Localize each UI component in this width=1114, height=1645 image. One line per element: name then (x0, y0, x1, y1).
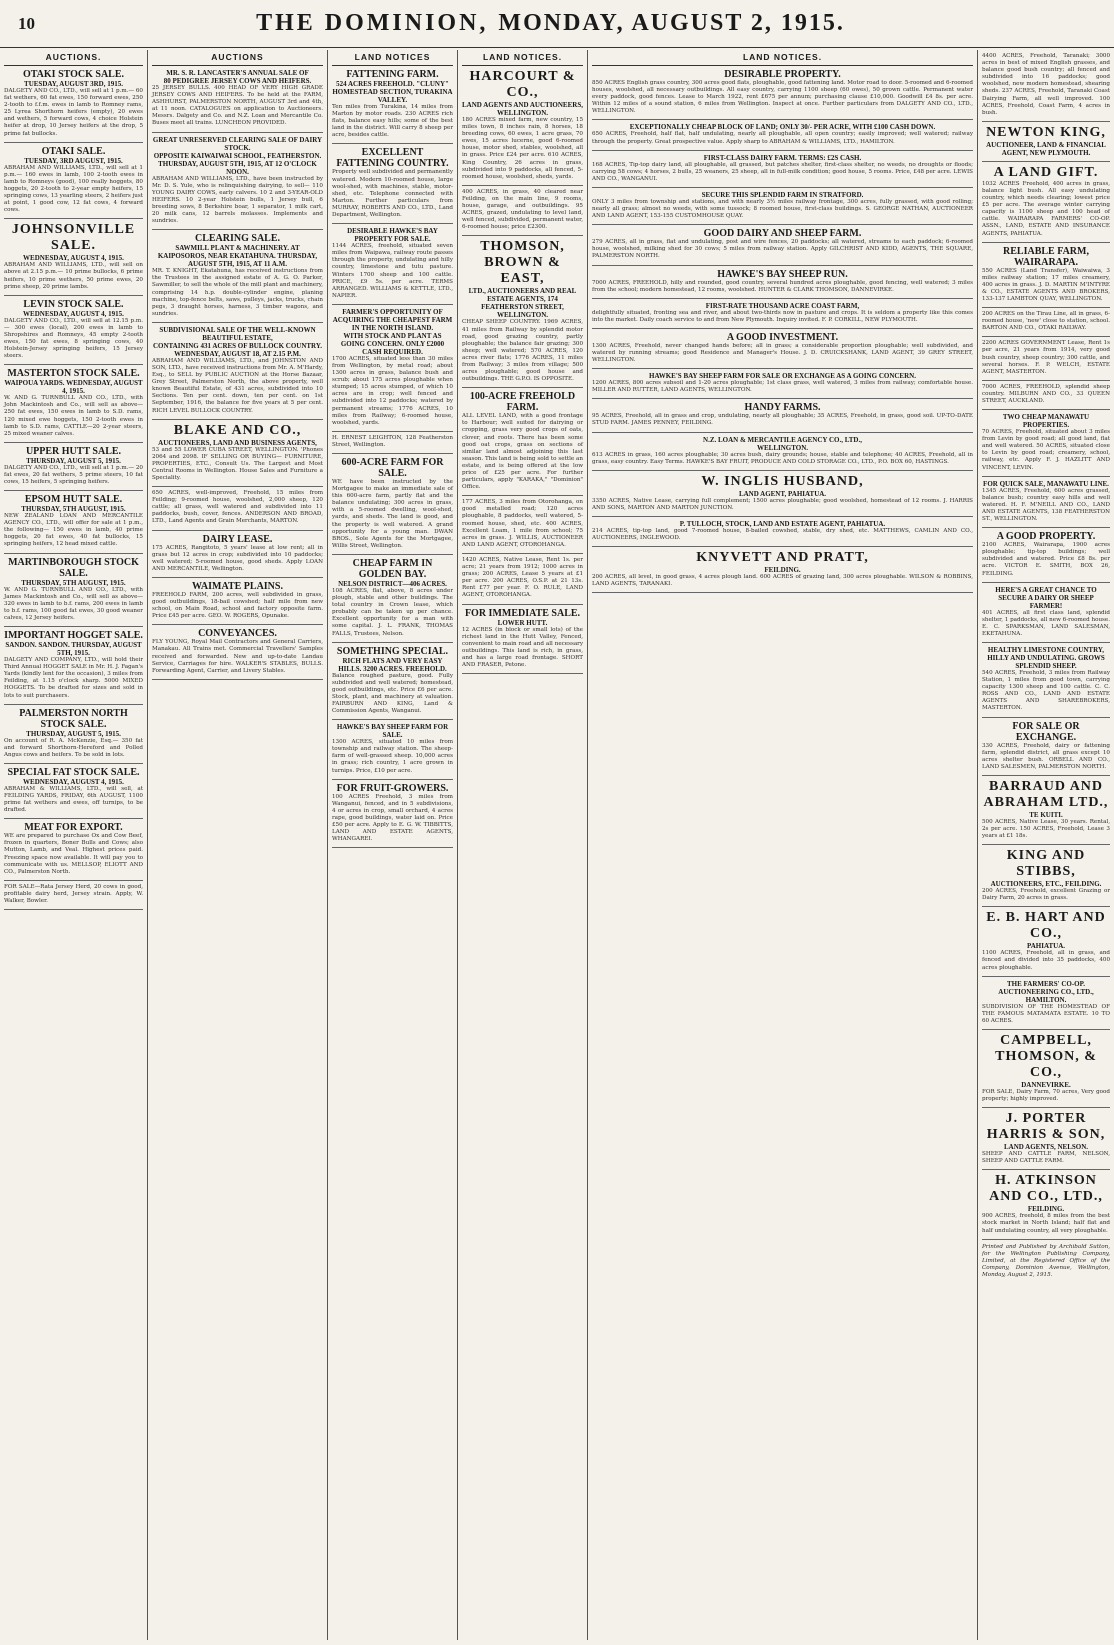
advertisement-subheading: AUCTIONEER, LAND & FINANCIAL AGENT, NEW PLYMOUTH. (986, 140, 1106, 157)
advertisement-subheading: WEDNESDAY, AUGUST 4, 1915. (23, 254, 124, 263)
advertisement-heading: 600-ACRE FARM FOR SALE. (341, 457, 444, 479)
advertisement (4, 66, 143, 143)
advertisement (332, 66, 453, 144)
advertisement-body: W. AND G. TURNBULL AND CO., LTD., with John Mackintosh and Co., will sell as above— 250 fat ewes, 150 ewes in lamb to S.D. rams, 120 mixed ewe hoggets, 150 2-tooth ewes in lamb to S.D. rams, CATTLE—20 2-year steers, 25 mixed weaner calves. (4, 395, 143, 437)
advertisement-body: ABRAHAM AND WILLIAMS, LTD., will sell on above at 2.15 p.m.— 10 prime bullocks, 6 prime heifers, 10 prime wethers, 50 prime ewes, 20 prime sheep, 20 prime lambs. (4, 262, 143, 290)
column-heading: AUCTIONS (152, 50, 323, 66)
advertisement-heading: P. TULLOCH, STOCK, LAND AND ESTATE AGENT, PAHIATUA. (679, 519, 886, 528)
advertisement-heading: EXCELLENT FATTENING COUNTRY. (336, 147, 449, 170)
advertisement-heading: SECURE THIS SPLENDID FARM IN STRATFORD. (701, 190, 864, 199)
column-4 (458, 50, 588, 1640)
advertisement-body: 168 ACRES, Tip-top dairy land, all ploughable, all grassed, but patches shelter, first-class shelter, no weeds, no droughts or floods; carrying 58 cows; 4 horses, 2 bulls, 25 weaners, 25 sheep, all in full-milk condition; good house, 5 rooms. Price, £48 per acre. LEWIS AND CO., WANGANUI. (592, 161, 973, 182)
advertisement-body: ABRAHAM AND WILLIAMS, LTD., and JOHNSTON AND SON, LTD., have received instructions from Mr. A. M'Hardy, Esq., to SELL by PUBLIC AUCTION at the Horse Bazaar, Grey Street, Palmerston North, the above property, well known Beautiful Estate, of 431 acres, subdivided into 10 Sections. Ten per cent. down, ten per cent. on 1st September, 1916, the balance for five years at 5 per cent. RICH LEVEL BULLOCK COUNTRY. (152, 357, 323, 414)
column-5 (588, 50, 978, 1640)
advertisement-heading: A LAND GIFT. (993, 164, 1099, 180)
advertisement-heading: FIRST-CLASS DAIRY FARM. TERMS: £2S CASH. (703, 153, 862, 162)
advertisement (982, 308, 1110, 337)
page-number: 10 (18, 13, 35, 33)
advertisement (462, 236, 583, 388)
advertisement-subheading: SAWMILL PLANT & MACHINERY. AT KAIPOSOROS, NEAR EKATAHUNA. THURSDAY, AUGUST 5TH, 1915, AT 11 A.M. (157, 244, 318, 269)
advertisement-heading: N.Z. LOAN & MERCANTILE AGENCY CO., LTD., (703, 435, 862, 444)
advertisement-heading: DESIRABLE HAWKE'S BAY PROPERTY FOR SALE. (347, 227, 438, 244)
advertisement-body: ABRAHAM & WILLIAMS, LTD., will sell, at FEILDING YARDS, FRIDAY, 6th AUGUST, 1100 prime fat wethers and ewes, off turnips, to be drafted. (4, 785, 143, 814)
advertisement-body: FOR SALE—Rata Jersey Herd, 20 cows in good, profitable dairy herd, Jersey strain. Apply, W. Walker, Bowler. (4, 883, 143, 904)
advertisement-body: 550 ACRES (Land Transfer), Waiwaiwa, 3 miles railway station; 17 miles creamery, 400 acres in grass. J. D. MARTIN M'INTYRE & CO., ESTATE AGENTS AND BROKERS, 133-137 LAMBTON QUAY, WELLINGTON. (982, 267, 1110, 302)
advertisement-subheading: FEILDING. (764, 566, 801, 575)
advertisement-heading: HANDY FARMS. (744, 402, 821, 414)
advertisement-body: 1700 ACRES, situated less than 30 miles from Wellington, by metal road; about 1300 acres in grass, balance bush and scrub; about 175 acres ploughable when stumped; 15 acres stumped, of which 10 acres are in crop; well fenced and subdivided into 12 paddocks; watered by permanent streams; 1776 ACRES, 10 miles from Railway; 6-roomed house, woolshed, yards. (332, 355, 453, 426)
advertisement-body: On account of R. A. McKenzie, Esq.— 350 fat and forward Shorthorn-Hereford and Polled Angus cows and heifers. To be sold in lots. (4, 737, 143, 758)
advertisement-body: 1200 ACRES, 800 acres subsoil and 1-20 acres ploughable; 1st class grass, well watered, 3 miles from railway; comfortable house. MILLER AND RUTTER, LAND AGENTS, WELLINGTON. (592, 380, 973, 394)
advertisement-heading: FIRST-RATE THOUSAND ACRE COAST FARM, (705, 301, 860, 310)
advertisement-heading: MEAT FOR EXPORT. (24, 822, 123, 834)
advertisement (332, 305, 453, 432)
advertisement-heading: RELIABLE FARM, WAIRARAPA. (1003, 245, 1089, 268)
advertisement-heading: MASTERTON STOCK SALE. (7, 368, 140, 380)
newspaper-title: THE DOMINION, (256, 10, 489, 36)
advertisement-body: 7000 ACRES, FREEHOLD, splendid sheep country. MILBURN AND CO., 33 QUEEN STREET, AUCKLAND. (982, 383, 1110, 404)
advertisement-body: MR. T. KNIGHT, Ekatahuna, has received instructions from the Trustees in the assigned estate of A. G. O. Parker, Sawmiller, to sell the whole of the mill plant and machinery, comprising 14 h.p. double-cylinder engine, planing machine, top-fence belts, saws, pulleys, jacks, trucks, chain pegs, 3 draught horses, harness, 3 timber wagons, and sundries. (152, 268, 323, 317)
column-6 (978, 50, 1114, 1640)
advertisement (592, 151, 973, 188)
advertisement-body: SHEEP AND CATTLE FARM, NELSON, SHEEP AND CATTLE FARM. (982, 1151, 1110, 1165)
column-2 (148, 50, 328, 1640)
advertisement (152, 133, 323, 231)
column-1 (0, 50, 148, 1640)
advertisement (332, 555, 453, 643)
advertisement-subheading: THURSDAY, 5TH AUGUST, 1915. (21, 578, 126, 587)
advertisement-body: ABRAHAM AND WILLIAMS, LTD., will sell at 1 p.m.— 160 ewes in lamb, 100 2-tooth ewes in lamb to Romneys (good), 100 really hoggets, 80 hoggets, 20 2-tooth to 2-year empty heifers, 15 springing cows, 13 yearling steers, 2 heifers just at point, 1 good cow, 12 fat cows, 4 forward cows. (4, 164, 143, 214)
advertisement-body: DALGETY AND CO., LTD., will sell at 12.15 p.m.— 300 ewes (local), 200 ewes in lamb to Shropshires and Romneys, 45 empty 2-tooth ewes, 150 fat ewes, 8 springing cows, 40 Holstein-Jersey springing heifers, 15 Jersey steers. (4, 317, 143, 360)
advertisement (4, 627, 143, 705)
advertisement-body: 279 ACRES, all in grass, flat and undulating, post and wire fences, 20 paddocks; all watered, streams to each paddock; 6-roomed house, woolshed, milking shed for 30 cows; 5 miles from railway station. Apply GILCHRIST AND KIDD, AGENTS, THE SQUARE, PALMERSTON NORTH. (592, 239, 973, 260)
advertisement-subheading: PAHIATUA. (1026, 942, 1066, 951)
advertisement (152, 420, 323, 487)
advertisement-subheading: 80 PEDIGREE JERSEY COWS AND HEIFERS. (163, 77, 312, 85)
advertisement-subheading: OPPOSITE KAIWAIWAI SCHOOL, FEATHERSTON. THURSDAY, AUGUST 5TH, 1915, AT 12 O'CLOCK NOON. (153, 151, 322, 176)
advertisement-subheading: HAMILTON. (1025, 995, 1067, 1004)
advertisement-body: 3350 ACRES, Native Lease, carrying full complement; 1500 acres ploughable; good woolshed, homestead of 12 rooms. J. HARRIS AND SONS, MARTON AND MARTON JUNCTION. (592, 497, 973, 511)
advertisement-body: 7000 ACRES, FREEHOLD, hilly and rounded, good country, several hundred acres ploughable, good fencing, well watered; 3 miles from the school; modern homestead, 12 rooms, woolshed. HUNTER & CLARK THOMSON, DANNEVIRKE. (592, 279, 973, 293)
advertisement-heading: GOOD DAIRY AND SHEEP FARM. (703, 228, 862, 240)
advertisement-subheading: WEDNESDAY, AUGUST 4, 1915. (23, 309, 124, 318)
advertisement-heading: OTAKI STOCK SALE. (22, 69, 125, 80)
advertisement (152, 230, 323, 323)
advertisement (462, 186, 583, 237)
advertisement-heading: E. B. HART AND CO., (986, 910, 1106, 942)
advertisement-heading: EPSOM HUTT SALE. (24, 494, 123, 506)
advertisement-heading: BARRAUD AND ABRAHAM LTD., (983, 778, 1109, 810)
advertisement (332, 780, 453, 849)
advertisement (982, 50, 1110, 122)
advertisement-heading: OTAKI SALE. (41, 145, 106, 157)
advertisement-body: CHEAP SHEEP COUNTRY. 1969 ACRES, 41 miles from Railway by splendid motor road, good grazing country, partly ploughable; the balance fair grazing; 300 sheep; well watered; 570 ACRES, 120 acres river flats; 1776 ACRES, 11 miles from Railway; 3 miles from village; 500 acres ploughable; good house and outbuildings. THE G.P.O. IS OPPOSITE. (462, 319, 583, 383)
advertisement (982, 381, 1110, 410)
advertisement (332, 720, 453, 779)
advertisement-body: WE are prepared to purchase Ox and Cow Beef, frozen in quarters, Boner Bulls and Cows; also Mutton, Lamb, and Veal. Highest prices paid. Freezing space now available. It will pay you to communicate with us. MELLSOP, ELIOTT AND CO., Palmerston North. (4, 833, 143, 875)
advertisement (982, 776, 1110, 845)
advertisement (152, 578, 323, 625)
masthead (0, 0, 1114, 48)
advertisement (982, 337, 1110, 380)
advertisement (4, 365, 143, 443)
advertisement (462, 388, 583, 496)
advertisement-body: 70 ACRES, Freehold, situated about 3 miles from Levin by good road; all good land, flat and well watered. 50 ACRES, situated close to Levin by good road; creamery, school, railway, etc. Apply F. J. HAZLITT AND VINCENT, LEVIN. (982, 429, 1110, 471)
advertisement (332, 432, 453, 454)
advertisement (982, 410, 1110, 477)
advertisement (462, 605, 583, 675)
advertisement-heading: H. ATKINSON AND CO., LTD., (989, 1173, 1103, 1205)
advertisement-heading: FOR QUICK SALE, MANAWATU LINE. (983, 479, 1109, 488)
advertisement (332, 643, 453, 721)
advertisement-body: 1300 ACRES, situated 10 miles from township and railway station. The sheep-farm of well-grassed sheep. 10,000 acres in grass; rich country, 1 acre grown in turnips. Price, £10 per acre. (332, 739, 453, 774)
advertisement (982, 1030, 1110, 1108)
advertisement-heading: THE FARMERS' CO-OP. AUCTIONEERING CO., LTD., (998, 979, 1094, 996)
advertisement-body: 330 ACRES, Freehold, dairy or fattening farm, splendid district, all grass except 10 acres shelter bush. ORBELL AND CO., LAND SALESMEN, PALMERSTON NORTH. (982, 742, 1110, 770)
advertisement-body: Balance roughed pasture, good. Fully subdivided and well watered; homestead, good outbuildings, etc. Price £6 per acre. Stock, plant, and machinery at valuation. FAIRBURN AND KING, Land & Commission Agents, Wanganui. (332, 672, 453, 715)
advertisement-body: H. ERNEST LEIGHTON, 128 Featherston Street, Wellington. (332, 434, 453, 448)
advertisement-subheading: WELLINGTON. (756, 443, 809, 452)
advertisement-body: 650 ACRES, Freehold, half flat, half undulating, nearly all ploughable, all open country; easily improved; well watered; railway through the property. Great prospective value. Apply sharp to ABRAHAM & WILLIAMS, LTD., HAMILTON. (592, 131, 973, 145)
advertisement (4, 764, 143, 819)
advertisement-body: 200 ACRES, all level, in good grass, 4 acres plough land. 600 ACRES of grazing land, 300 acres ploughable. WILSON & ROBBINS, LAND AGENTS, TARANAKI. (592, 574, 973, 588)
advertisement-subheading: AUCTIONEERS, LAND AND BUSINESS AGENTS, (158, 438, 317, 447)
advertisement-heading: DESIRABLE PROPERTY. (724, 69, 841, 80)
advertisement (982, 528, 1110, 582)
advertisement-body: Ten miles from Turakina, 14 miles from Marton by motor roads. 230 ACRES rich flats, balance easy hills; some of the best land in the district. Will carry 8 sheep per acre, besides cattle. (332, 104, 453, 139)
advertisement-heading: CHEAP FARM IN GOLDEN BAY. (352, 557, 433, 580)
advertisement-heading: CAMPBELL, THOMSON, & CO., (995, 1032, 1097, 1080)
column-3 (328, 50, 458, 1640)
columns (0, 50, 1114, 1640)
advertisement-body: ALL LEVEL LAND, with a good frontage to Harbour; well suited for dairying or cropping, grass very good crops of oats, clover, and roots. There has been some good oat crops, grass on sections of similar land almost adjoining this last season. This land is being sold to settle an estate, and is being offered at the low price of £25 per acre. For further particulars, apply "KARAKA," "Dominion" Office. (462, 413, 583, 491)
advertisement-subheading: FEILDING. (1027, 1205, 1065, 1214)
advertisement-heading: HAWKE'S BAY SHEEP FARM FOR SALE OR EXCHANGE AS A GOING CONCERN. (649, 372, 916, 381)
advertisement-subheading: WITH STOCK AND PLANT AS GOING CONCERN. ONLY £2000 CASH REQUIRED. (340, 331, 445, 356)
advertisement (152, 323, 323, 420)
advertisement-body: 2100 ACRES, Wairarapa, 1900 acres ploughable; tip-top buildings; well subdivided and watered. Price £8 8s. per acre. VICTOR E. SMITH, BOX 26, FEILDING. (982, 542, 1110, 577)
column-heading: LAND NOTICES. (592, 50, 973, 66)
advertisement (592, 329, 973, 369)
advertisement-heading: SUBDIVISIONAL SALE OF THE WELL-KNOWN BEAUTIFUL ESTATE, (159, 325, 316, 342)
advertisement (982, 1170, 1110, 1239)
advertisement (332, 454, 453, 555)
advertisement-heading: NEWTON KING, (986, 124, 1106, 140)
advertisement-heading: JOHNSONVILLE SALE. (11, 222, 136, 254)
advertisement-heading: A GOOD PROPERTY. (996, 531, 1096, 543)
advertisement-heading: WAIMATE PLAINS. (192, 580, 283, 592)
advertisement-heading: W. INGLIS HUSBAND, (701, 473, 864, 489)
advertisement-body: ONLY 3 miles from township and stations, and with nearly 3½ miles railway frontage, 300 acres, fully grassed, with good rolling; nearly all grass; almost no weeds, with some tussock; 8 roomed house, first-class buildings. S. GEORGE NATHAN, AUCTIONEER AND LAND AGENT, 153-155 CUSTOMHOUSE QUAY. (592, 198, 973, 220)
advertisement-heading: FOR SALE OR EXCHANGE. (1012, 720, 1080, 743)
advertisement-subheading: LAND AGENT, PAHIATUA. (738, 489, 827, 498)
advertisement-body: 25 JERSEY BULLS. 400 HEAD OF VERY HIGH GRADE JERSEY COWS AND HEIFERS. To be held at the FARM, ASHHURST, PALMERSTON NORTH, AUGUST 3rd and 4th, at 11 noon. CATALOGUES on application to Auctioneers. Messrs. Dalgety and Co. and N.Z. Loan and Mercantile Co. Buses meet all trains. LUNCHEON PROVIDED. (152, 85, 323, 127)
advertisement-body: FREEHOLD FARM, 200 acres, well subdivided in grass, good outbuildings, 18-bail cowshed; half mile from new school, on Main Road, school and factory opposite farm. Price £45 per acre. GEO. W. ROGERS, Opunake. (152, 591, 323, 620)
advertisement-heading: IMPORTANT HOGGET SALE. (4, 630, 143, 642)
advertisement-subheading: WAIPOUA YARDS. WEDNESDAY, AUGUST 4, 1915. (4, 379, 143, 396)
advertisement-body: Property well subdivided and permanently watered. Modern 10-roomed house, large wool-shed, with machines, stable, motor-shed, etc. Telephone connected with Marton. Further particulars from MURRAY, ROBERTS AND CO., LTD., Land Department, Wellington. (332, 169, 453, 219)
imprint-footer: Printed and Published by Archibald Sutton, for the Wellington Publishing Company, Limited, at the Registered Office of the Company, Dominion Avenue, Wellington, Monday, August 2, 1915. (982, 1243, 1110, 1278)
advertisement-body: 12 ACRES (in block or small lots) of the richest land in the Hutt Valley, Fenced, convenient to main road and all necessary outbuildings. This land is rich, in grass, and has a large road frontage. SHORT AND FRASER, Petone. (462, 626, 583, 668)
column-heading: LAND NOTICES. (462, 50, 583, 66)
advertisement (462, 496, 583, 554)
advertisement-body: 100 ACRES Freehold, 3 miles from Wanganui, fenced, and in 5 subdivisions, 4 or acres in crop, small orchard, 4 acres rape, good buildings, water laid on. Price £50 per acre. Apply to E. G. W. TIBBITTS, LAND AND ESTATE AGENTS, WHANGAREI. (332, 793, 453, 843)
advertisement (592, 188, 973, 225)
advertisement-body: 540 ACRES, Freehold, 3 miles from Railway Station, 1 miles from good town, carrying capacity 1300 sheep and 100 cattle. C. C. ROSS AND CO., LAND AND ESTATE AGENTS AND SHAREBROKERS, MASTERTON. (982, 669, 1110, 712)
advertisement-body: DALGETY AND COMPANY, LTD., will hold their Third Annual HOGGET SALE in Mr. H. J. Fagan's Yards (kindly lent for the occasion), 3 miles from Feilding, at 1.15 o'clock sharp. 5000 MIXED HOGGETS. To be drafted for sizes and sold in lots to suit purchasers. (4, 657, 143, 699)
advertisement-body: 95 ACRES, Freehold, all in grass and crop, undulating, nearly all ploughable; 35 ACRES, Freehold, in grass, good soil. UP-TO-DATE STUD FARM. JAMES PENNEY, FEILDING. (592, 413, 973, 427)
advertisement (332, 224, 453, 305)
advertisement-heading: TWO CHEAP MANAWATU PROPERTIES. (1002, 413, 1090, 430)
advertisement (4, 819, 143, 881)
advertisement (982, 122, 1110, 162)
advertisement-body: WE have been instructed by the Mortgagee to make an immediate sale of this 600-acre farm, partly flat and the balance undulating; 300 acres in grass, with a 5-roomed dwelling, wool-shed, yards, and sheds. The land is good, and the property is well watered. A grand opportunity for a young man. DWAN BROS., Sole Agents for the Mortgagee, Willis Street, Wellington. (332, 479, 453, 549)
advertisement (592, 66, 973, 120)
advertisement (592, 547, 973, 593)
advertisement-heading: HEALTHY LIMESTONE COUNTRY, HILLY AND UNDULATING. GROWS SPLENDID SHEEP. (987, 645, 1105, 670)
advertisement-subheading: TUESDAY, AUGUST 3RD, 1915. (24, 80, 123, 88)
advertisement (152, 487, 323, 530)
advertisement-heading: HAWKE'S BAY SHEEP RUN. (717, 268, 848, 280)
advertisement-heading: EXCEPTIONALLY CHEAP BLOCK OF LAND; ONLY 30/- PER ACRE, WITH £100 CASH DOWN. (629, 123, 936, 132)
advertisement-heading: 100-ACRE FREEHOLD FARM. (469, 391, 576, 414)
advertisement-heading: SOMETHING SPECIAL. (336, 645, 449, 657)
advertisement-subheading: RICH FLATS AND VERY EASY HILLS. 3200 ACRES. FREEHOLD. (338, 656, 447, 673)
advertisement-body: 1100 ACRES, Freehold, all in grass, and fenced and divided into 35 paddocks, 400 acres ploughable. (982, 950, 1110, 971)
advertisement-subheading: DANNEVIRKE. (1021, 1080, 1071, 1089)
advertisement-heading: BLAKE AND CO., (173, 422, 302, 438)
advertisement (4, 296, 143, 366)
advertisement (592, 120, 973, 150)
advertisement-body: 613 ACRES in grass, 160 acres ploughable; 30 acres bush, dairy grounds; house, stable and telephone; 40 ACRES, Freehold, all in grass, easy country. Easy Terms. HAWKE'S BAY FRUIT, PRODUCE AND COLD STORAGE CO., LTD., P.O. BOX 60, HASTINGS. (592, 451, 973, 465)
advertisement-body: FOR SALE, Dairy Farm, 70 acres, Very good property; highly improved. (982, 1088, 1110, 1103)
advertisement-heading: FOR IMMEDIATE SALE. (464, 607, 581, 619)
advertisement (592, 299, 973, 329)
advertisement-heading: KING AND STIBBS, (1006, 848, 1086, 880)
advertisement (152, 66, 323, 133)
advertisement-body: 214 ACRES, tip-top land, good 7-roomed house, 8-bailed cowshed, stable, dry shed, etc. MATTHEWS, CAMLIN AND CO., AUCTIONEERS, INGLEWOOD. (592, 527, 973, 541)
advertisement-heading: DAIRY LEASE. (202, 533, 273, 545)
advertisement-body: DALGETY AND CO., LTD., will sell at 1 p.m.— 20 fat ewes, 20 fat wethers, 5 prime steers, 10 fat cows, 15 heifers, 5 springing heifers. (4, 464, 143, 485)
advertisement-subheading: THURSDAY, 5TH AUGUST, 1915. (21, 505, 126, 514)
advertisement-subheading: LOWER HUTT. (497, 618, 548, 627)
advertisement (982, 643, 1110, 718)
advertisement-subheading: WEDNESDAY, AUGUST 4, 1915. (23, 777, 124, 786)
advertisement-body: 177 ACRES, 3 miles from Otorohanga, on good metalled road; 120 acres ploughable, 8 paddocks, well watered, 5-roomed house, shed, etc. 400 ACRES, Excellent Loam, 1 mile from school; 75 acres in grass. J. WILLIS, AUCTIONEER AND LAND AGENT, OTOROHANGA. (462, 499, 583, 548)
advertisement-body: delightfully situated, fronting sea and river, and about two-thirds now in pasture and crops. It is seldom a property like this comes into the market. Daily coach service to and from New Plymouth. Inquiry invited. F. P. CORKILL, NEW PLYMOUTH. (592, 309, 973, 323)
advertisement-heading: HAWKE'S BAY SHEEP FARM FOR SALE. (336, 723, 449, 740)
advertisement-body: FLY YOUNG, Royal Mail Contractors and General Carriers, Manakau. All Trains met. Commercial Travellers' Samples received and forwarded. New and up-to-date Landau Service, Carriages for hire. WALKER'S STABLES, BULLS. Forwarding Agent, Carrier, and Livery Stables. (152, 639, 323, 674)
advertisement-heading: THOMSON, BROWN & EAST, (480, 239, 565, 287)
advertisement-subheading: TE KUITI. (1029, 810, 1063, 819)
advertisement-heading: SPECIAL FAT STOCK SALE. (7, 766, 140, 778)
advertisement-body: DALGETY AND CO., LTD., will sell at 1 p.m.— 60 fat wethers, 60 fat ewes, 150 forward ewes, 250 2-tooth to f.f.m. ewes in lamb to Romney rams, 25 Lyrea Shorthorn heifers (empty), 20 ewes and wethers, 5 forward cows, 4 choice Holstein heifer at drop, 10 Jersey heifers at the drop, 5 prime fat bullocks. (4, 88, 143, 137)
advertisement-subheading: LTD., AUCTIONEERS AND REAL ESTATE AGENTS, 174 FEATHERSTON STREET, WELLINGTON. (468, 287, 577, 320)
advertisement-heading: PALMERSTON NORTH STOCK SALE. (19, 707, 128, 730)
advertisement-body: NEW ZEALAND LOAN AND MERCANTILE AGENCY CO., LTD., will offer for sale at 1 p.m., the following— 150 ewes in lamb, 40 prime hoggets, 20 fat ewes, 40 fat bullocks, 15 springing heifers, 12 head mixed cattle. (4, 513, 143, 548)
advertisement-body: 1032 ACRES Freehold, 400 acres in grass, balance light bush. All easy undulating country, which needs clearing; lowest price £5 per acre. The average winter carrying capacity is 1100 sheep and 100 head of cattle. WAIRARAPA FARMERS' CO-OP. ASSN., LAND, ESTATE AND INSURANCE AGENTS, PAHIATUA. (982, 180, 1110, 237)
advertisement-heading: CLEARING SALE. (194, 233, 281, 245)
advertisement (462, 66, 583, 186)
advertisement (152, 531, 323, 578)
issue-date: MONDAY, AUGUST 2, 1915. (498, 10, 845, 36)
advertisement-subheading: LAND AGENTS AND AUCTIONEERS, WELLINGTON. (462, 101, 583, 117)
column-heading: AUCTIONS. (4, 50, 143, 66)
advertisement (982, 977, 1110, 1030)
advertisement (982, 162, 1110, 243)
advertisement (592, 399, 973, 432)
advertisement-heading: J. PORTER HARRIS & SON, (986, 1111, 1106, 1143)
advertisement (592, 433, 973, 471)
advertisement-subheading: LAND AGENTS, NELSON. (1003, 1143, 1089, 1152)
advertisement-body: 200 ACRES, Freehold, excellent Grazing or Dairy Farm, 20 acres in grass. (982, 888, 1110, 902)
advertisement (982, 1108, 1110, 1170)
advertisement-body: 1345 ACRES, Freehold, 600 acres grassed, balance bush; country easy hills and well watered. H. F. M'NEILL AND CO., LAND AND ESTATE AGENTS, 138 FEATHERSTON ST., WELLINGTON. (982, 487, 1110, 523)
advertisement-body: 108 ACRES, flat, above, 8 acres under plough, stable and other buildings. The total country in Crown lease, which probably can be taken up per chance. Excellent opportunity for a man with some capital. J. L. FRANK, THOMAS FALLS, Trustees, Nelson. (332, 587, 453, 637)
advertisement-body: 650 ACRES, well-improved, Freehold, 15 miles from Feilding; 9-roomed house, woolshed, 2,000 sheep, 120 cattle; all grass, well watered and subdivided into 11 paddocks, bush, cover, fences. ANDERSON AND BROAD, LTD., Land Agents and Grain Merchants, MARTON. (152, 490, 323, 525)
advertisement-heading: HERE'S A GREAT CHANCE TO SECURE A DAIRY OR SHEEP FARMER! (995, 585, 1097, 610)
advertisement-subheading: SANDON. SANDON. THURSDAY, AUGUST 5TH, 1915. (5, 641, 142, 658)
advertisement (982, 845, 1110, 907)
advertisement-body: 1300 ACRES, Freehold, never changed hands before; all in grass; a considerable proportion ploughable; well subdivided, and watered by running streams; good Residence and Manager's House. J. D. CRUICKSHANK, LAND AGENT, 39 GREY STREET, WELLINGTON. (592, 342, 973, 364)
advertisement (4, 491, 143, 553)
advertisement-body: 1144 ACRES, freehold, situated seven miles from Waipawa, railway route passes through the property, undulating and hilly country, limestone and tutu pasture. Winters 1700 sheep and 100 cattle. PRICE, £9 5s. per acre. TERMS ARRANGED. WILLIAMS & KETTLE, LTD., NAPIER. (332, 243, 453, 299)
advertisement-subheading: CONTAINING 431 ACRES OF BULLOCK COUNTRY. WEDNESDAY, AUGUST 18, AT 2.15 P.M. (152, 341, 323, 358)
advertisement (4, 554, 143, 627)
advertisement-heading: UPPER HUTT SALE. (25, 445, 122, 457)
advertisement-subheading: TUESDAY, 3RD AUGUST, 1915. (24, 156, 123, 165)
advertisement-body: 850 ACRES English grass country, 300 acres good flats, ploughable, good fattening land. Motor road to door. 5-roomed and 6-roomed houses, woolshed, all necessary outbuildings. All easy country, carrying 1100 sheep (60 owes), 50 grown cattle. Permanent water every paddock, good fences. Lease to March 1922, rent £675 per annum; purchasing clause £10,000. Goodwill £4 8s. per acre. Within 12 miles of a sound station, 6 miles from Wellington. Inspect at once. Further particulars from DALGETY AND CO., LTD., WELLINGTON. (592, 80, 973, 115)
advertisement-subheading: THURSDAY, AUGUST 5, 1915. (26, 456, 121, 465)
advertisement-heading: A GOOD INVESTMENT. (726, 331, 839, 343)
advertisement (982, 907, 1110, 976)
advertisement (592, 369, 973, 399)
advertisement-heading: GREAT UNRESERVED CLEARING SALE OF DAIRY STOCK. (152, 135, 323, 152)
advertisement-body: 2200 ACRES GOVERNMENT Lease, Rent 1s per acre, 21 years from 1914, very good bush country, sheep country; 300 cattle, and several horses. F. P. WELCH, ESTATE AGENT, MASTERTON. (982, 340, 1110, 375)
advertisement-body: 180 ACRES mixed farm, new country, 15 miles town, 8 inches rain, 8 horses, 18 breeding cows, 60 ewes, 1 acre grass, 70 ewes, 15 acres lucerne, good 6-roomed house, motor shed, stables, woolshed, all in grass. Price £24 per acre. 610 ACRES, King Country, 26 acres in grass, subdivided into 9 paddocks, all fenced, 5-roomed house, woolshed, sheds, yards. (462, 117, 583, 180)
advertisement-heading: MARTINBOROUGH STOCK SALE. (8, 556, 139, 579)
advertisement-heading: MR. S. R. LANCASTER'S ANNUAL SALE OF (166, 69, 309, 77)
advertisement (4, 143, 143, 220)
advertisement-heading: HARCOURT & CO., (469, 69, 576, 100)
advertisement-body: 1420 ACRES, Native Lease, Rent 1s. per acre; 21 years from 1912; 1000 acres in grass; 200 ACRES, Lease 5 years at £1 per acre. 200 ACRES, O.S.P. at 21 13s. Rent £77 per year. F. O. RULE, LAND AGENT, OTOROHANGA. (462, 556, 583, 599)
advertisement-body: 400 ACRES, in grass, 40 cleared near Feilding, on the main line, 9 rooms, house, garage, and outbuildings. 95 ACRES, grazed, undulating to level land, well fenced, subdivided, permanent water, 6-roomed house; price £2300. (462, 188, 583, 231)
advertisement-body: 4400 ACRES, Freehold, Taranaki; 3000 acres in best of mixed English grasses, and balance good bush country; all fenced and subdivided into 16 paddocks; good woolshed, new modern homestead, shearing sheds. 237 ACRES, Freehold, Taranaki Coast Dairying Farm, all well improved. 100 ACRES, Freehold, Coast Farm, 4 acres in bush. (982, 53, 1110, 116)
masthead-title-group (256, 10, 845, 37)
advertisement (982, 718, 1110, 776)
advertisement (4, 443, 143, 491)
advertisement (982, 243, 1110, 308)
advertisement (4, 881, 143, 910)
advertisement-body: 900 ACRES, freehold, 8 miles from the best stock market in North Island; half flat and half undulating country, all very ploughable. (982, 1213, 1110, 1234)
advertisement-heading: FARMER'S OPPORTUNITY OF ACQUIRING THE CHEAPEST FARM IN THE NORTH ISLAND. (332, 307, 453, 332)
advertisement (4, 705, 143, 764)
advertisement-body: 401 ACRES, all first class land, splendid shelter, 1 paddocks, all new 6-roomed house. E. C. SPARKSMAN, LAND SALESMAN, EKETAHUNA. (982, 609, 1111, 637)
advertisement (332, 144, 453, 224)
advertisement-body: SUBDIVISION OF THE HOMESTEAD OF THE FAMOUS MATAMATA ESTATE. 10 TO 60 ACRES. (982, 1003, 1110, 1024)
advertisement-subheading: 524 ACRES FREEHOLD. "CLUNY" HOMESTEAD SECTION, TURAKINA VALLEY. (332, 80, 453, 104)
advertisement-body: 200 ACRES on the Tirau Line, all in grass, 6-roomed house, 'new' close to station, school. BARTON AND CO., OTAKI RAILWAY. (982, 311, 1110, 332)
advertisement (462, 554, 583, 605)
advertisement-body: W. AND G. TURNBULL AND CO., LTD., with James Mackintosh and Co., will sell as above— 320 ewes in lamb to b.f. rams, 200 ewes in lamb to b.f. rams, 100 good fat ewes, 30 good weaner calves, 12 Jersey heifers. (4, 586, 143, 621)
advertisement (592, 225, 973, 265)
advertisement (982, 583, 1110, 643)
advertisement-subheading: NELSON DISTRICT—406 ACRES. (338, 579, 447, 588)
advertisement-heading: FOR FRUIT-GROWERS. (336, 782, 449, 794)
advertisement-subheading: AUCTIONEERS, ETC., FEILDING. (990, 880, 1102, 889)
advertisement-heading: CONVEYANCES. (198, 628, 277, 640)
advertisement-body: ABRAHAM AND WILLIAMS, LTD., have been instructed by Mr. D. S. Yule, who is relinquishing dairying, to sell— 110 YOUNG DAIRY COWS, early calvers. 10 2 and 3-YEAR-OLD HEIFERS. 10 2-year Holstein bulls, 1 Jersey bull, 6 breeding sows, 8 Berkshire boar, 1 separator, 1 milk cart, 20 milk cans, 12 barrels molasses. Implements and sundries. (152, 175, 323, 225)
advertisement (592, 266, 973, 299)
advertisement (982, 477, 1110, 528)
advertisement (152, 625, 323, 679)
advertisement (4, 219, 143, 295)
advertisement-heading: FATTENING FARM. (346, 69, 439, 80)
advertisement-body: 500 ACRES, Native Lease, 30 years. Rental, 2s per acre. 150 ACRES, Freehold, Lease 3 years at £1 18s. (982, 818, 1110, 840)
advertisement-body: 53 and 55 LOWER CUBA STREET, WELLINGTON. 'Phones 2064 and 2098. IF SELLING OR BUYING— FURNITURE, PROPERTIES, ETC., Consult Us. The Largest and Most Central Rooms in Wellington. House Sales and Furniture a Speciality. (152, 446, 323, 481)
column-heading: LAND NOTICES (332, 50, 453, 66)
advertisement-subheading: THURSDAY, AUGUST 5, 1915. (26, 729, 121, 738)
advertisement (592, 471, 973, 517)
advertisement-body: 175 ACRES, Rangitoto, 5 years' lease at low rent; all in grass but 12 acres in crop; subdivided into 10 paddocks; well watered; 5-roomed house, good sheds. Apply LOAN AND MERCANTILE, Wellington. (152, 544, 323, 572)
advertisement-heading: LEVIN STOCK SALE. (23, 298, 124, 310)
advertisement (592, 517, 973, 547)
advertisement-heading: KNYVETT AND PRATT, (696, 550, 869, 566)
